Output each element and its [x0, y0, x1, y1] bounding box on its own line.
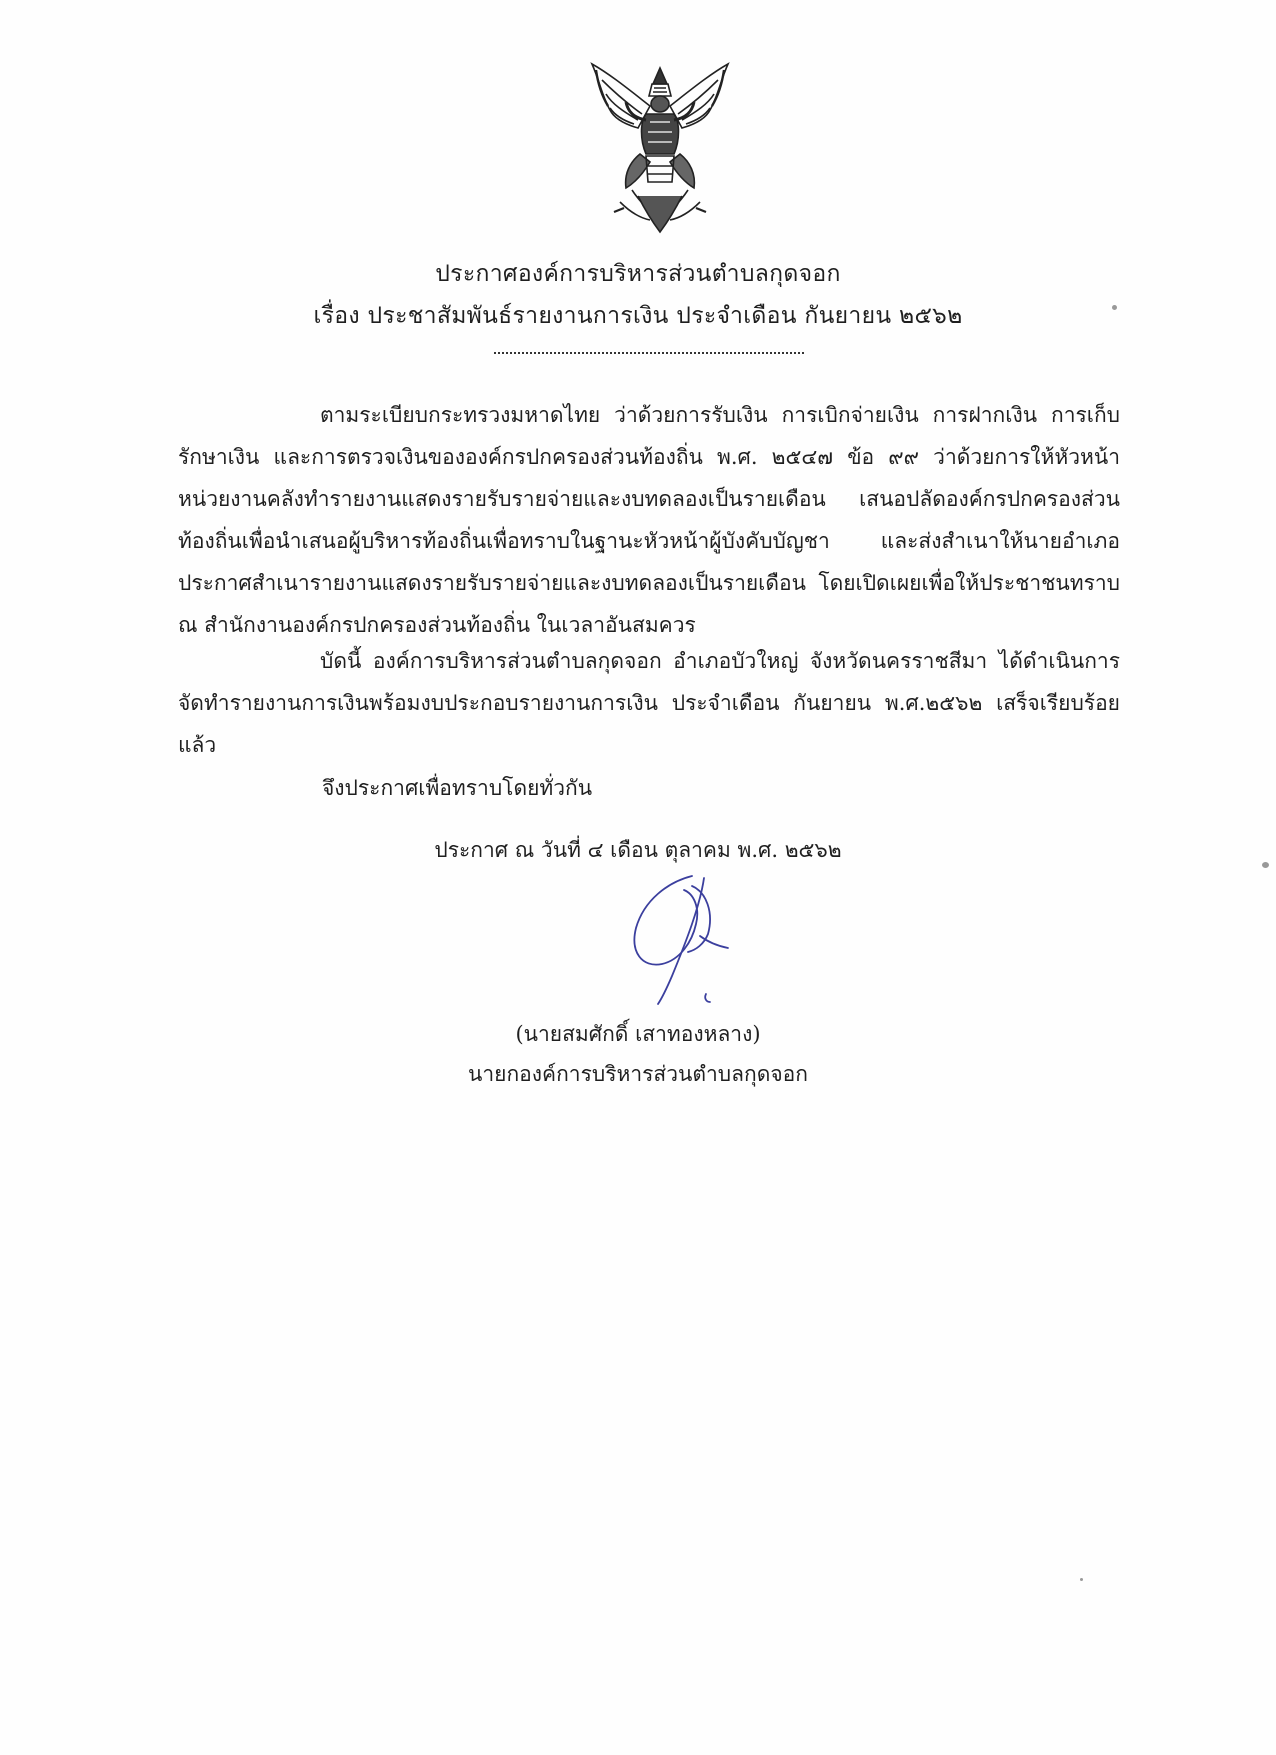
garuda-emblem-icon — [580, 62, 740, 238]
announcement-title: ประกาศองค์การบริหารส่วนตำบลกุดจอก — [435, 261, 841, 287]
paper-speck — [1080, 1578, 1083, 1581]
dotted-separator — [494, 350, 804, 354]
handwritten-signature-icon — [596, 872, 766, 1012]
announcement-date: ประกาศ ณ วันที่ ๔ เดือน ตุลาคม พ.ศ. ๒๕๖๒ — [434, 838, 842, 862]
paper-speck — [1262, 862, 1269, 868]
paper-speck — [1112, 305, 1117, 310]
closing-statement: จึงประกาศเพื่อทราบโดยทั่วกัน — [322, 776, 593, 800]
signer-name: (นายสมศักดิ์ เสาทองหลาง) — [515, 1022, 761, 1046]
paragraph-regulation: ตามระเบียบกระทรวงมหาดไทย ว่าด้วยการรับเงิน การเบิกจ่ายเงิน การฝากเงิน การเก็บรักษาเงิน และการตรวจเงินขององค์กรปกครองส่วนท้องถิ่น พ.ศ. ๒๕๔๗ ข้อ ๙๙ ว่าด้วยการให้หัวหน้าหน่วยงานคลังทำรายงานแสดงรายรับรายจ่ายและงบทดลองเป็นรายเดือน เสนอปลัดองค์กรปกครองส่วนท้องถิ่นเพื่อนำเสนอผู้บริหารท้องถิ่นเพื่อทราบในฐานะหัวหน้าผู้บังคับบัญชา และส่งสำเนาให้นายอำเภอประกาศสำเนารายงานแสดงรายรับรายจ่ายและงบทดลองเป็นรายเดือน โดยเปิดเผยเพื่อให้ประชาชนทราบ ณ สำนักงานองค์กรปกครองส่วนท้องถิ่น ในเวลาอันสมควร — [178, 403, 1120, 637]
announcement-subject: เรื่อง ประชาสัมพันธ์รายงานการเงิน ประจำเดือน กันยายน ๒๕๖๒ — [313, 303, 963, 329]
paragraph-notice: บัดนี้ องค์การบริหารส่วนตำบลกุดจอก อำเภอบัวใหญ่ จังหวัดนครราชสีมา ได้ดำเนินการจัดทำรายงานการเงินพร้อมงบประกอบรายงานการเงิน ประจำเดือน กันยายน พ.ศ.๒๕๖๒ เสร็จเรียบร้อยแล้ว — [178, 649, 1120, 757]
signer-position: นายกองค์การบริหารส่วนตำบลกุดจอก — [468, 1062, 808, 1086]
